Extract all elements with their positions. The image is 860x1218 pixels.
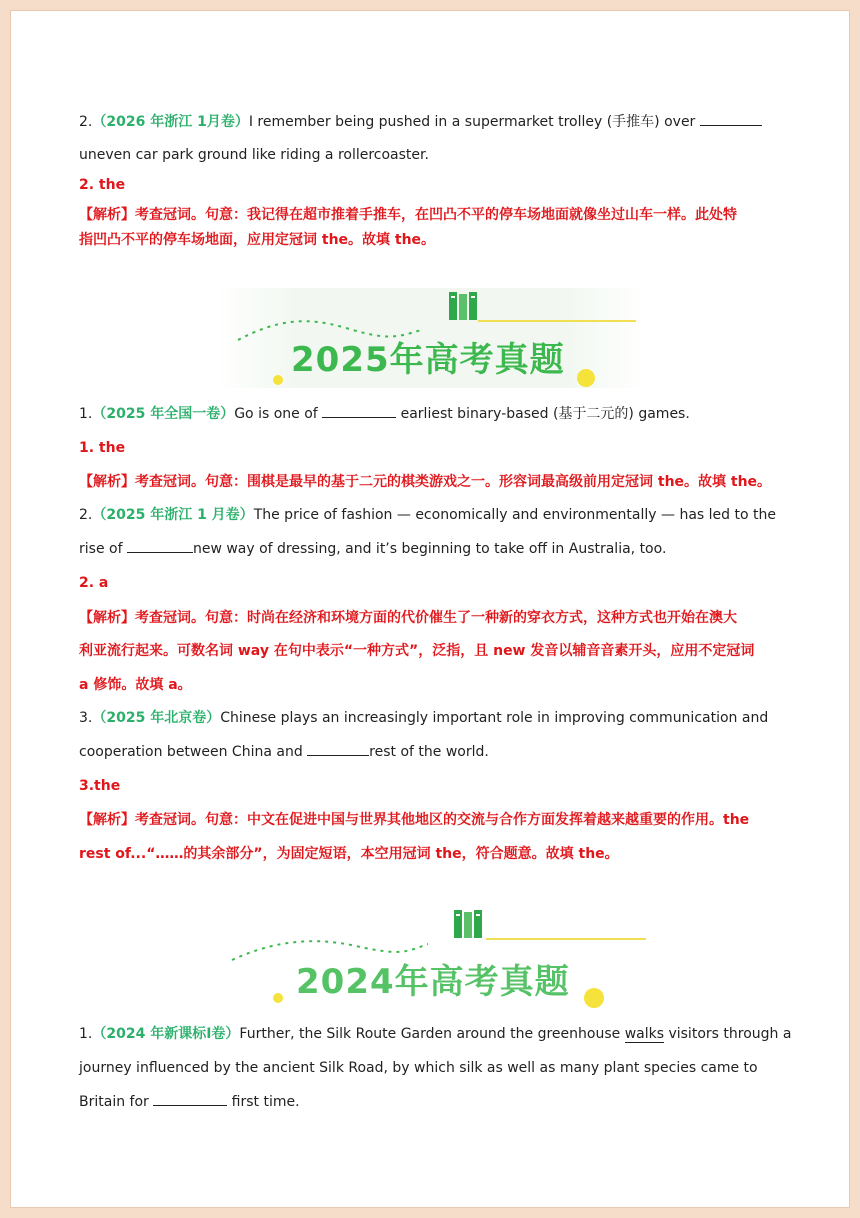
question-text: visitors through a: [664, 1026, 792, 1042]
question-source: （2025 年全国一卷）: [92, 406, 235, 422]
analysis-line-2: rest of...“……的其余部分”，为固定短语，本空用冠词 the，符合题意。故填 the。: [79, 846, 619, 862]
analysis-text: 考查冠词。句意：围棋是最早的基于二元的棋类游戏之一。形容词最高级前用定冠词 the。故填 the。: [135, 474, 772, 490]
answer-blank: [127, 539, 193, 553]
analysis-label: 【解析】: [79, 474, 135, 490]
question-text: earliest binary-based (基于二元的) games.: [396, 406, 690, 422]
question-text: cooperation between China and: [79, 744, 308, 760]
analysis-line-3: a 修饰。故填 a。: [79, 677, 192, 693]
analysis-label: 【解析】: [79, 812, 135, 828]
question-text: I remember being pushed in a supermarket trolley (手推车) over: [248, 114, 700, 130]
question-text: Chinese plays an increasingly important role in improving communication and: [220, 710, 769, 726]
answer-line: 2. a: [79, 575, 109, 591]
answer-line: 2. the: [79, 177, 126, 193]
answer-blank: [307, 742, 369, 756]
analysis-text: 考查冠词。句意：中文在促进中国与世界其他地区的交流与合作方面发挥着越来越重要的作用。the: [135, 812, 750, 828]
question-text: new way of dressing, and it’s beginning to take off in Australia, too.: [192, 541, 667, 557]
analysis-text: 考查冠词。句意：时尚在经济和环境方面的代价催生了一种新的穿衣方式，这种方式也开始在澳大: [135, 610, 737, 626]
analysis-line-1: [79, 472, 791, 492]
question-number: 1.: [79, 1026, 93, 1042]
question-2026-line-1: [79, 112, 791, 132]
question-2024-1-line-1: [79, 1024, 791, 1044]
analysis-label: 【解析】: [79, 207, 135, 223]
question-text: Go is one of: [234, 406, 323, 422]
question-text: first time.: [227, 1094, 300, 1110]
question-text: rise of: [79, 541, 127, 557]
books-icon: [454, 910, 482, 938]
question-2024-1-line-2: journey influenced by the ancient Silk Road, by which silk as well as many plant species came to: [79, 1060, 758, 1076]
books-icon: [449, 292, 477, 320]
section-banner-2024: [216, 908, 646, 1008]
document-page: [10, 10, 850, 1208]
answer-blank: [700, 112, 762, 126]
question-2025-3-line-1: [79, 708, 791, 728]
question-2025-1-line-1: [79, 404, 791, 424]
underlined-word: walks: [624, 1026, 665, 1042]
analysis-line-1: [79, 608, 791, 628]
answer-blank: [322, 404, 396, 418]
question-source: （2026 年浙江 1月卷）: [92, 114, 249, 130]
question-source: （2025 年浙江 1 月卷）: [92, 507, 254, 523]
question-number: 2.: [79, 507, 93, 523]
analysis-line-1: [79, 810, 791, 830]
question-number: 1.: [79, 406, 93, 422]
question-number: 2.: [79, 114, 93, 130]
question-2025-2-line-1: [79, 505, 791, 525]
answer-blank: [153, 1092, 227, 1106]
question-2025-3-line-2: [79, 742, 791, 762]
analysis-text: 考查冠词。句意：我记得在超市推着手推车，在凹凸不平的停车场地面就像坐过山车一样。此处特: [135, 207, 737, 223]
question-source: （2025 年北京卷）: [92, 710, 221, 726]
question-text: rest of the world.: [369, 744, 489, 760]
answer-line: 1. the: [79, 440, 126, 456]
question-2026-line-2: uneven car park ground like riding a rollercoaster.: [79, 147, 429, 163]
analysis-label: 【解析】: [79, 610, 135, 626]
banner-title: 2025年高考真题: [291, 340, 565, 380]
question-number: 3.: [79, 710, 93, 726]
question-source: （2024 年新课标I卷）: [92, 1026, 240, 1042]
question-2025-2-line-2: [79, 539, 791, 559]
question-text: The price of fashion — economically and environmentally — has led to the: [253, 507, 776, 523]
question-text: Britain for: [79, 1094, 154, 1110]
answer-line: 3.the: [79, 778, 121, 794]
section-banner-2025: [216, 288, 646, 388]
analysis-line-1: [79, 205, 791, 225]
banner-title: 2024年高考真题: [296, 962, 570, 1002]
question-2024-1-line-3: [79, 1092, 791, 1112]
analysis-line-2: 指凹凸不平的停车场地面，应用定冠词 the。故填 the。: [79, 232, 436, 248]
analysis-line-2: 利亚流行起来。可数名词 way 在句中表示“一种方式”，泛指，且 new 发音以辅音音素开头，应用不定冠词: [79, 643, 755, 659]
question-text: Further, the Silk Route Garden around the greenhouse: [239, 1026, 625, 1042]
